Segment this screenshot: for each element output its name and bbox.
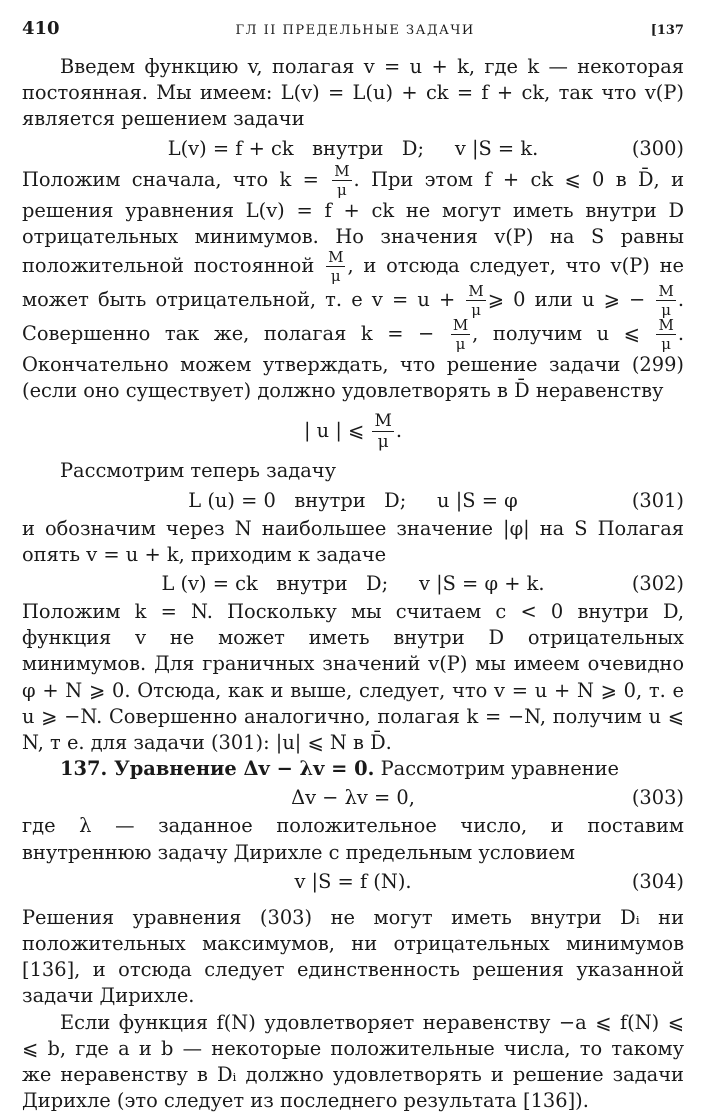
chapter-title: ГЛ II ПРЕДЕЛЬНЫЕ ЗАДАЧИ — [235, 23, 475, 38]
frac-denominator: μ — [661, 301, 671, 320]
section-137-heading — [22, 756, 684, 782]
page — [22, 18, 684, 1114]
equation-301 — [22, 485, 684, 516]
equation-301-number: (301) — [631, 488, 684, 512]
paragraph-1: Введем функцию v, полагая v = u + k, где k — некоторая постоянная. Мы имеем: L(v) = L(u) + ck = f + ck, так что v(P) является решением задачи — [22, 55, 684, 131]
equation-300-body: L(v) = f + ck внутри D; v |S = k. — [167, 136, 539, 160]
frac-denominator: μ — [471, 301, 481, 320]
fraction-m-mu — [466, 284, 485, 318]
p2-part-e: . Совершенно так же, полагая k = − — [22, 288, 684, 346]
frac-numerator: M — [374, 411, 392, 432]
paragraph-7: где λ — заданное положительное число, и поставим внутреннюю задачу Дирихле с предельным условием — [22, 814, 684, 864]
page-number: 410 — [22, 18, 60, 39]
equation-302-number: (302) — [631, 572, 684, 596]
equation-302-body: L (v) = ck внутри D; v |S = φ + k. — [161, 572, 545, 596]
paragraph-9: Если функция f(N) удовлетворяет неравенству −a ⩽ f(N) ⩽ ⩽ b, где a и b — некоторые положительные числа, то такому же неравенству в Dᵢ должно удовлетворять и решение задачи Дирихле (это следует из последнего результата [136]). — [22, 1010, 684, 1113]
p2-part-f: , получим u ⩽ — [472, 322, 640, 346]
paragraph-4: и обозначим через N наибольшее значение |φ| на S Полагая опять v = u + k, приходим к задаче — [22, 516, 684, 566]
section-number: [137 — [650, 23, 684, 38]
equation-303 — [22, 782, 684, 813]
fraction-m-mu — [656, 284, 675, 318]
section-137-title: 137. Уравнение Δv − λv = 0. — [60, 757, 375, 781]
frac-numerator: M — [334, 161, 350, 180]
fraction-m-mu — [656, 318, 675, 352]
frac-numerator: M — [468, 282, 484, 301]
p2-part-g: . Окончательно можем утверждать, что решение задачи (299) (если оно существует) должно удовлетворять в D̄ неравенству — [22, 322, 684, 403]
paragraph-2 — [22, 161, 685, 405]
equation-302 — [22, 568, 684, 599]
inequality-u-bound: | u | ⩽ $\frac{M}{\mu}$ . — [303, 411, 403, 453]
frac-numerator: M — [328, 248, 344, 267]
paragraph-5: Положим k = N. Поскольку мы считаем c < 0 внутри D, функция v не может иметь внутри D отрицательных минимумов. Для граничных значений v(P) мы имеем очевидно φ + N ⩾ 0. Отсюда, как и выше, следует, что v = u + N ⩾ 0, т. е u ⩾ −N. Совершенно аналогично, полагая k = −N, получим u ⩽ N, т е. для задачи (301): |u| ⩽ N в D̄. — [22, 600, 684, 755]
equation-300 — [22, 133, 684, 164]
equation-304-body: v |S = f (N). — [294, 869, 412, 893]
equation-301-body: L (u) = 0 внутри D; u |S = φ — [188, 488, 518, 512]
frac-denominator: μ — [336, 180, 347, 199]
section-137-intro: Рассмотрим уравнение — [374, 757, 620, 781]
paragraph-3: Рассмотрим теперь задачу — [60, 459, 336, 483]
frac-numerator: M — [658, 316, 674, 335]
p2-part-c: , и отсюда следует, что v(P) не может быть отрицательной, т. е v = u + — [22, 254, 684, 312]
equation-304 — [22, 866, 684, 897]
p2-part-b: . При этом f + ck ⩽ 0 в D̄, и решения уравнения L(v) = f + ck не могут иметь внутри D отрицательных минимумов. Но значения v(P) на S равны положительной постоянной — [22, 167, 685, 278]
frac-numerator: M — [452, 316, 469, 335]
p2-part-a: Положим сначала, что k = — [22, 167, 319, 191]
equation-300-number: (300) — [631, 136, 684, 160]
frac-denominator: μ — [330, 267, 341, 286]
frac-numerator: M — [658, 282, 674, 301]
p2-part-d: ⩾ 0 или u ⩾ − — [487, 288, 646, 312]
running-header — [22, 18, 684, 54]
frac-denominator: μ — [455, 335, 466, 354]
fraction-m-mu — [326, 250, 345, 284]
fraction-m-mu — [372, 413, 393, 451]
equation-304-number: (304) — [631, 869, 684, 893]
equation-303-number: (303) — [631, 786, 684, 810]
paragraph-8: Решения уравнения (303) не могут иметь внутри Dᵢ ни положительных максимумов, ни отрицательных минимумов [136], и отсюда следует единственность решения указанной задачи Дирихле. — [22, 905, 684, 1008]
fraction-m-mu — [451, 318, 470, 352]
frac-denominator: μ — [661, 335, 672, 354]
frac-denominator: μ — [377, 432, 389, 453]
fraction-m-mu — [332, 161, 351, 199]
inequality-left: | u | ⩽ — [303, 419, 365, 443]
equation-303-body: Δv − λv = 0, — [291, 786, 415, 810]
